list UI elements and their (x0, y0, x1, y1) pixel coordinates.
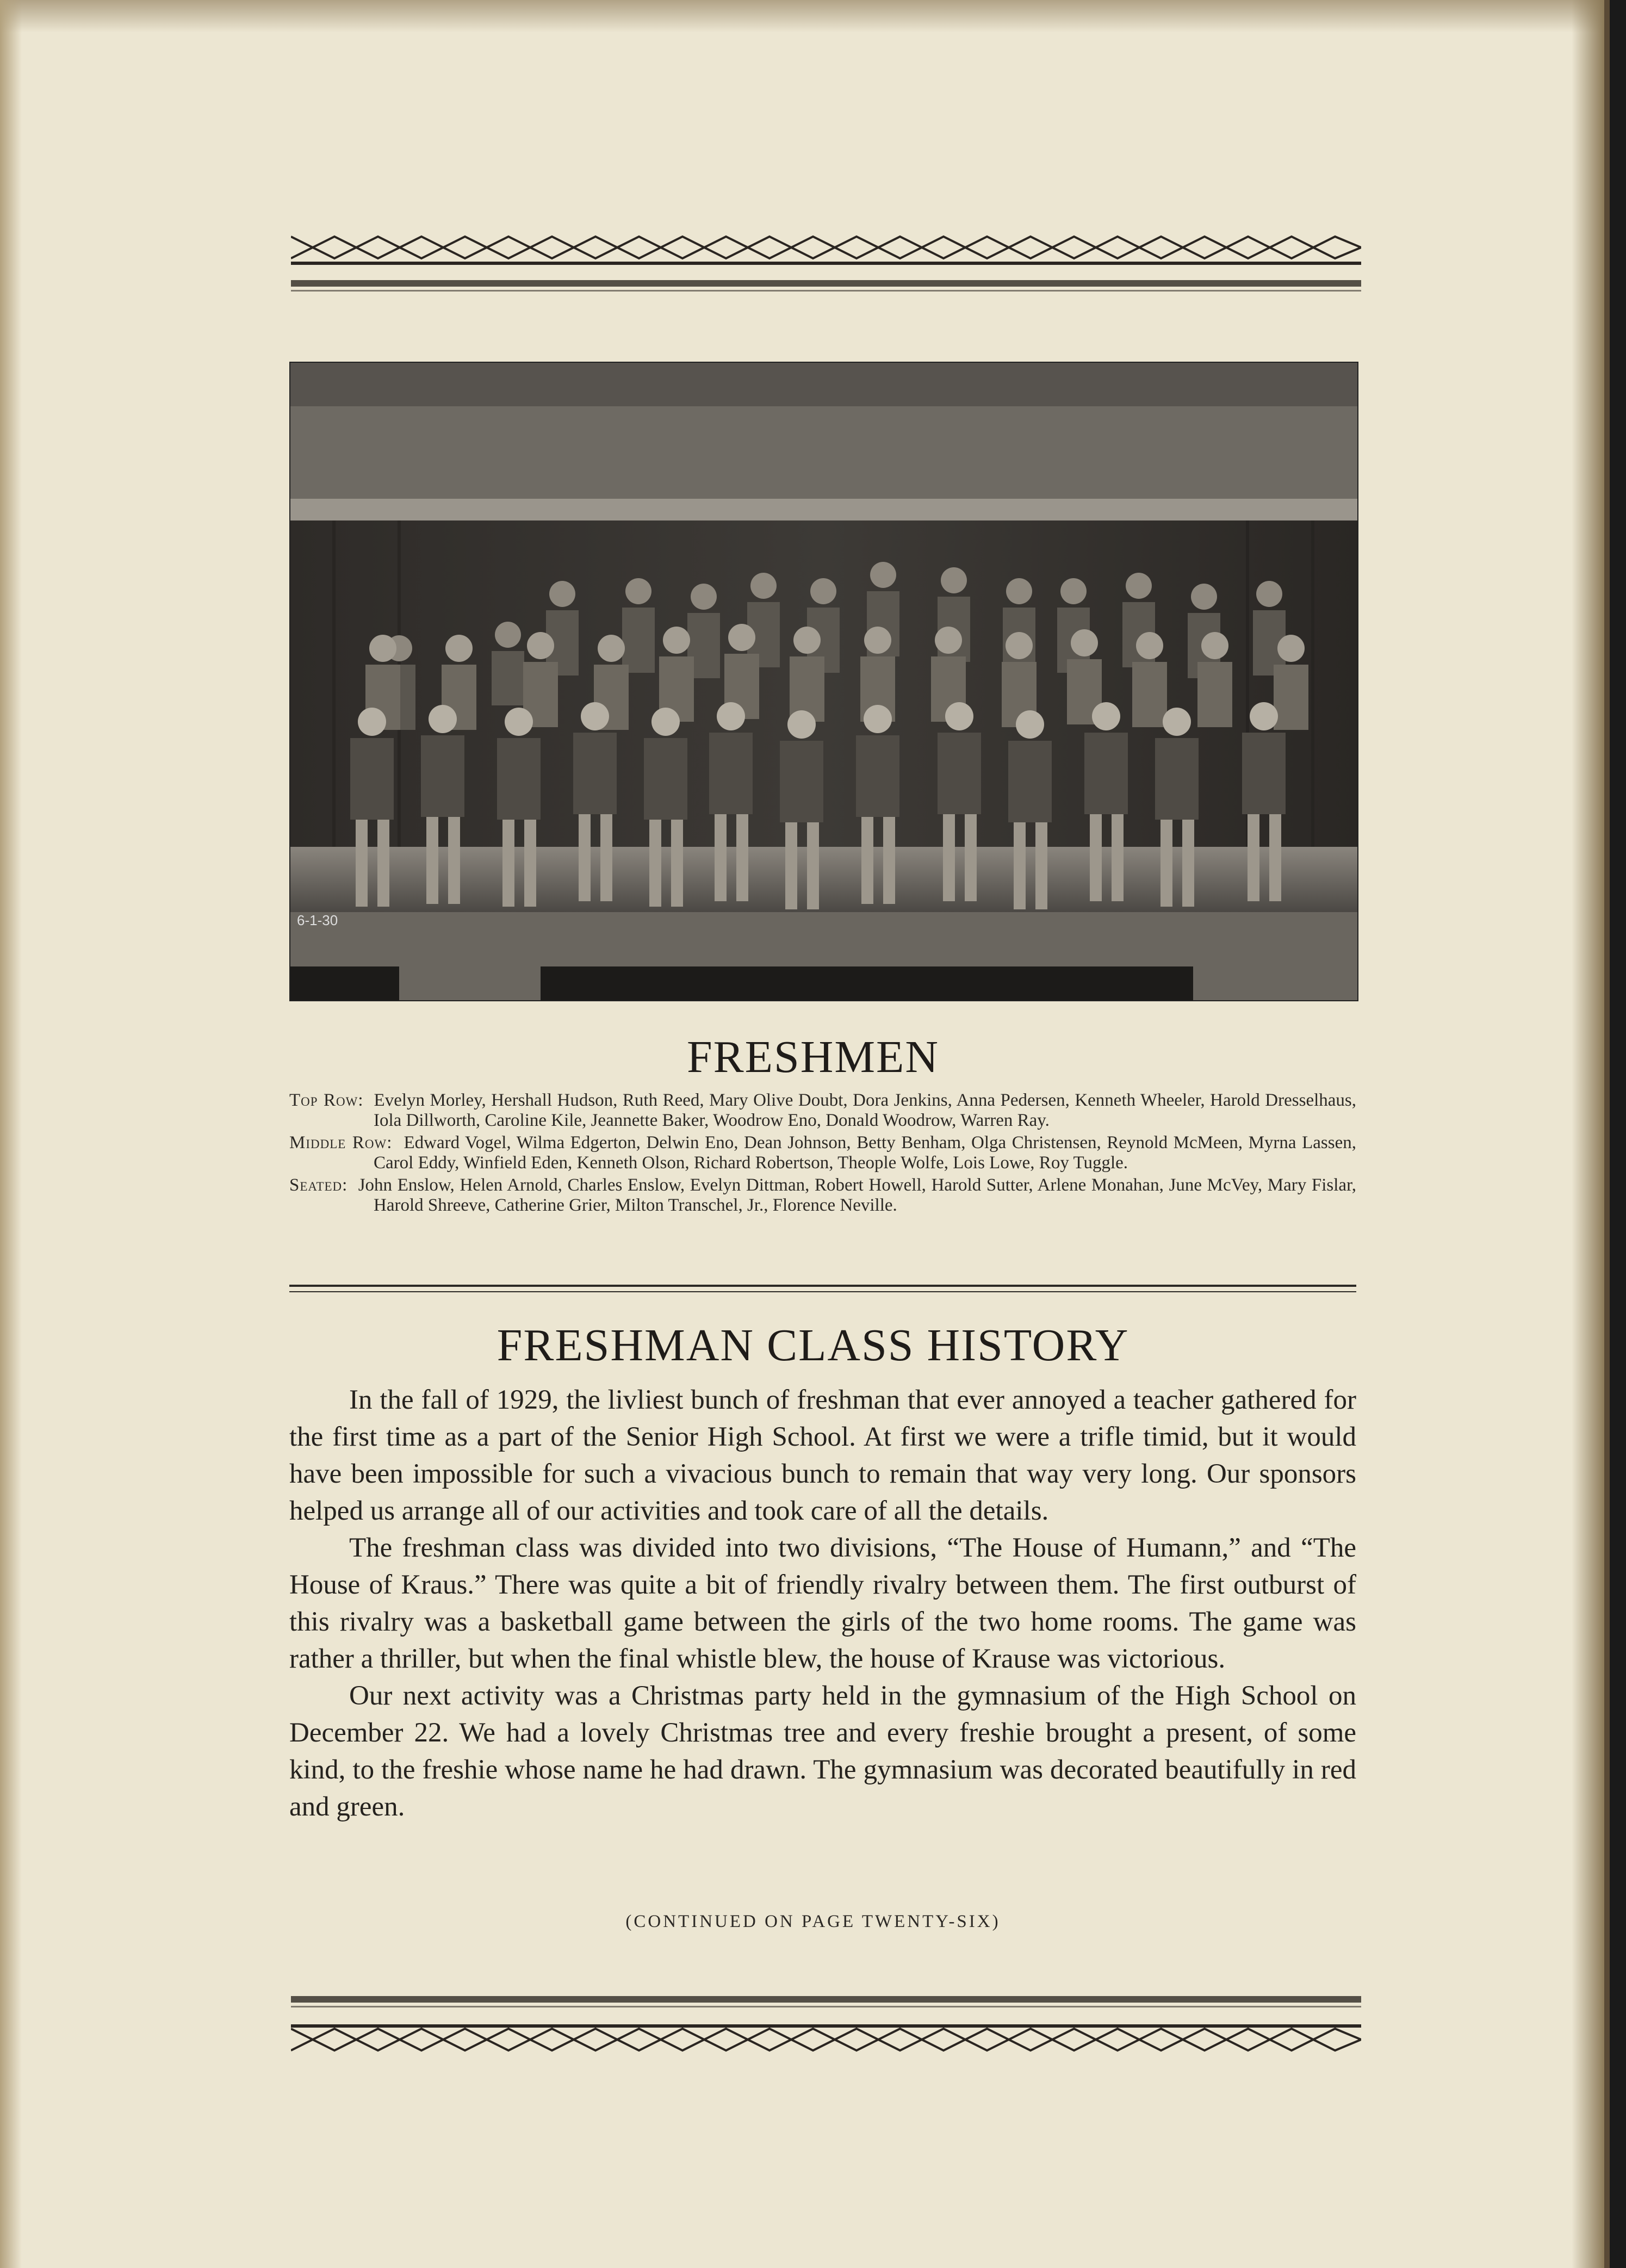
top-row-label: Top Row: (289, 1090, 364, 1110)
freshmen-heading: FRESHMEN (686, 1032, 940, 1082)
freshmen-class-photo (289, 362, 1358, 1001)
photo-caption (289, 1090, 1356, 1218)
seated-names: John Enslow, Helen Arnold, Charles Enslow, Evelyn Dittman, Robert Howell, Harold Sutter, Arlene Monahan, June McVey, Mary Fislar, Harold Shreeve, Catherine Grier, Milton Transchel, Jr., Florence Neville. (358, 1175, 1356, 1215)
bottom-ornament-border (291, 1991, 1361, 2061)
seated-label: Seated: (289, 1175, 348, 1195)
caption-top-row (289, 1090, 1356, 1131)
middle-row-names: Edward Vogel, Wilma Edgerton, Delwin Eno, Dean Johnson, Betty Benham, Olga Christensen, Reynold McMeen, Myrna Lassen, Carol Eddy, Winfield Eden, Kenneth Olson, Richard Robertson, Theople Wolfe, Lois Lowe, Roy Tuggle. (374, 1133, 1356, 1173)
history-paragraph: Our next activity was a Christmas party held in the gymnasium of the High School on December 22. We had a lovely Christmas tree and every freshie brought a present, of some kind, to the freshie whose name he had drawn. The gymnasium was decorated beautifully in red and green. (289, 1681, 1356, 1822)
history-heading: FRESHMAN CLASS HISTORY (497, 1320, 1129, 1371)
middle-row-label: Middle Row: (289, 1133, 393, 1152)
history-paragraph: In the fall of 1929, the livliest bunch of freshman that ever annoyed a teacher gathered for the first time as a part of the Senior High School. At first we were a trifle timid, but it would have been impossible for such a vivacious bunch to remain that way very long. Our sponsors helped us arrange all of our activities and took care of all the details. (289, 1385, 1356, 1526)
photo-negative-code: 6-1-30 (297, 912, 338, 928)
top-row-names: Evelyn Morley, Hershall Hudson, Ruth Reed, Mary Olive Doubt, Dora Jenkins, Anna Pedersen, Kenneth Wheeler, Harold Dresselhaus, Iola Dillworth, Caroline Kile, Jeannette Baker, Woodrow Eno, Donald Woodrow, Warren Ray. (374, 1090, 1356, 1130)
caption-seated-row (289, 1175, 1356, 1216)
section-divider (289, 1285, 1356, 1292)
top-ornament-border (291, 231, 1361, 302)
history-paragraph: The freshman class was divided into two divisions, “The House of Humann,” and “The House of Kraus.” There was quite a bit of friendly rivalry between them. The first outburst of this rivalry was a basketball game between the girls of the two home rooms. The game was rather a thriller, but when the final whistle blew, the house of Krause was victorious. (289, 1533, 1356, 1674)
page-top-shadow (0, 0, 1604, 33)
caption-middle-row (289, 1133, 1356, 1173)
continued-note: (CONTINUED ON PAGE TWENTY-SIX) (625, 1912, 1001, 1931)
history-body (289, 1381, 1356, 1825)
